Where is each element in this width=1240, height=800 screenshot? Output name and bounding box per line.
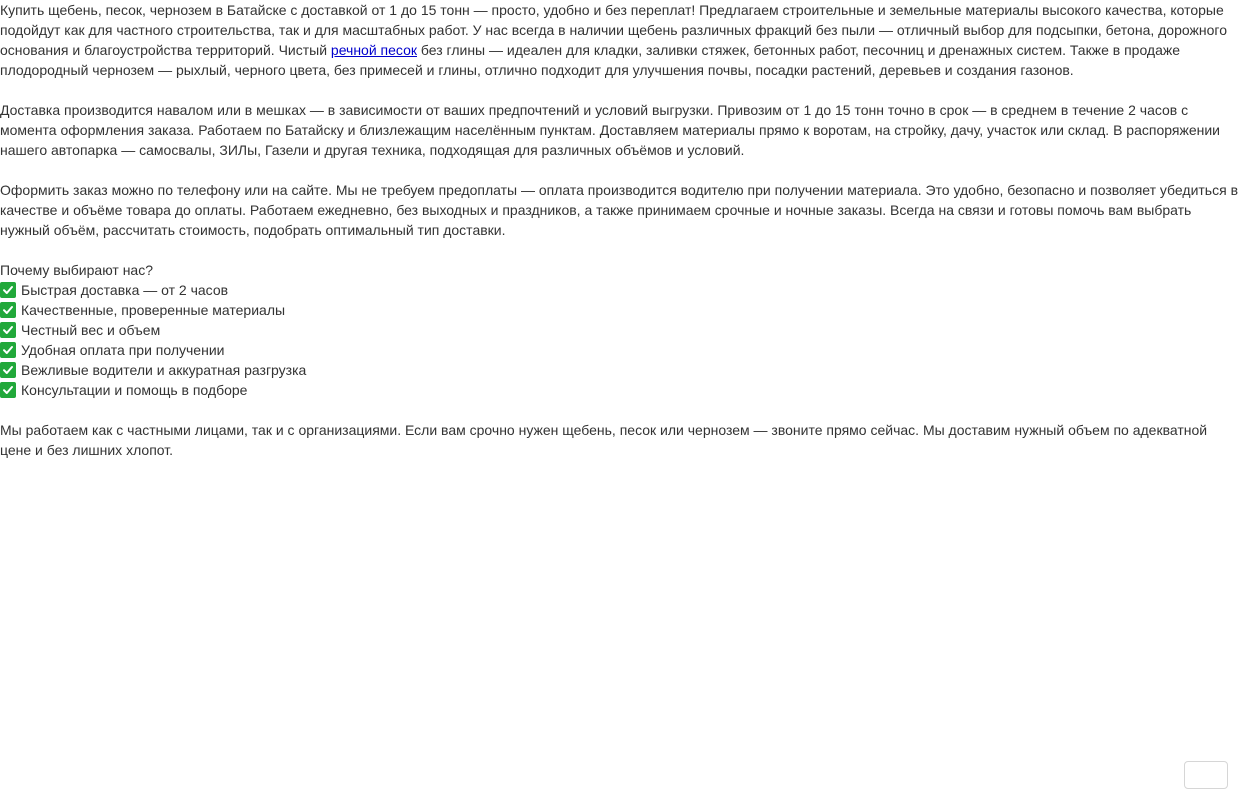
- intro-text-end: без глины — идеален для кладки, заливки стяжек, бетонных работ, песочниц и дренажных систем. Также в продаже плодородный чернозем — рыхлый, черного цвета, без примесей и глины, отлично подходит для улучшения почвы, посадки растений, деревьев и создания газонов.: [0, 42, 1181, 78]
- list-item: [0, 340, 1240, 360]
- list-item-text: Честный вес и объем: [21, 322, 161, 338]
- why-us-heading: Почему выбирают нас?: [0, 262, 154, 278]
- check-mark-icon: [0, 342, 16, 358]
- list-item-text: Удобная оплата при получении: [21, 342, 225, 358]
- check-mark-icon: [0, 382, 16, 398]
- list-item: [0, 380, 1240, 400]
- list-item: [0, 280, 1240, 300]
- check-mark-icon: [0, 362, 16, 378]
- delivery-paragraph: Доставка производится навалом или в мешках — в зависимости от ваших предпочтений и условий выгрузки. Привозим от 1 до 15 тонн точно в срок — в среднем в течение 2 часов с момента оформления заказа. Работаем по Батайску и близлежащим населённым пунктам. Доставляем материалы прямо к воротам, на стройку, дачу, участок или склад. В распоряжении нашего автопарка — самосвалы, ЗИЛы, Газели и другая техника, подходящая для различных объёмов и условий.: [0, 102, 1220, 158]
- why-us-section: [0, 260, 1240, 400]
- intro-text-start: Купить щебень, песок, чернозем в Батайске с доставкой от 1 до 15 тонн — просто, удобно и без переплат! Предлагаем строительные и земельные материалы высокого качества, которые подойдут как для частного строительства, так и для масштабных работ. У нас всегда в наличии щебень различных фракций без пыли — отличный выбор для подсыпки, бетона, дорожного основания и благоустройства территорий. Чистый: [0, 2, 1227, 58]
- check-mark-icon: [0, 302, 16, 318]
- list-item: [0, 320, 1240, 340]
- floating-widget-button[interactable]: [1184, 761, 1228, 789]
- list-item: [0, 360, 1240, 380]
- intro-paragraph: [0, 0, 1240, 80]
- list-item-text: Качественные, проверенные материалы: [21, 302, 286, 318]
- list-item-text: Быстрая доставка — от 2 часов: [21, 282, 229, 298]
- river-sand-link[interactable]: речной песок: [330, 42, 417, 58]
- closing-paragraph: Мы работаем как с частными лицами, так и с организациями. Если вам срочно нужен щебень, песок или чернозем — звоните прямо сейчас. Мы доставим нужный объем по адекватной цене и без лишних хлопот.: [0, 422, 1208, 458]
- list-item-text: Консультации и помощь в подборе: [21, 382, 248, 398]
- list-item-text: Вежливые водители и аккуратная разгрузка: [21, 362, 307, 378]
- order-paragraph: Оформить заказ можно по телефону или на сайте. Мы не требуем предоплаты — оплата производится водителю при получении материала. Это удобно, безопасно и позволяет убедиться в качестве и объёме товара до оплаты. Работаем ежедневно, без выходных и праздников, а также принимаем срочные и ночные заказы. Всегда на связи и готовы помочь вам выбрать нужный объём, рассчитать стоимость, подобрать оптимальный тип доставки.: [0, 182, 1239, 238]
- check-mark-icon: [0, 322, 16, 338]
- list-item: [0, 300, 1240, 320]
- check-mark-icon: [0, 282, 16, 298]
